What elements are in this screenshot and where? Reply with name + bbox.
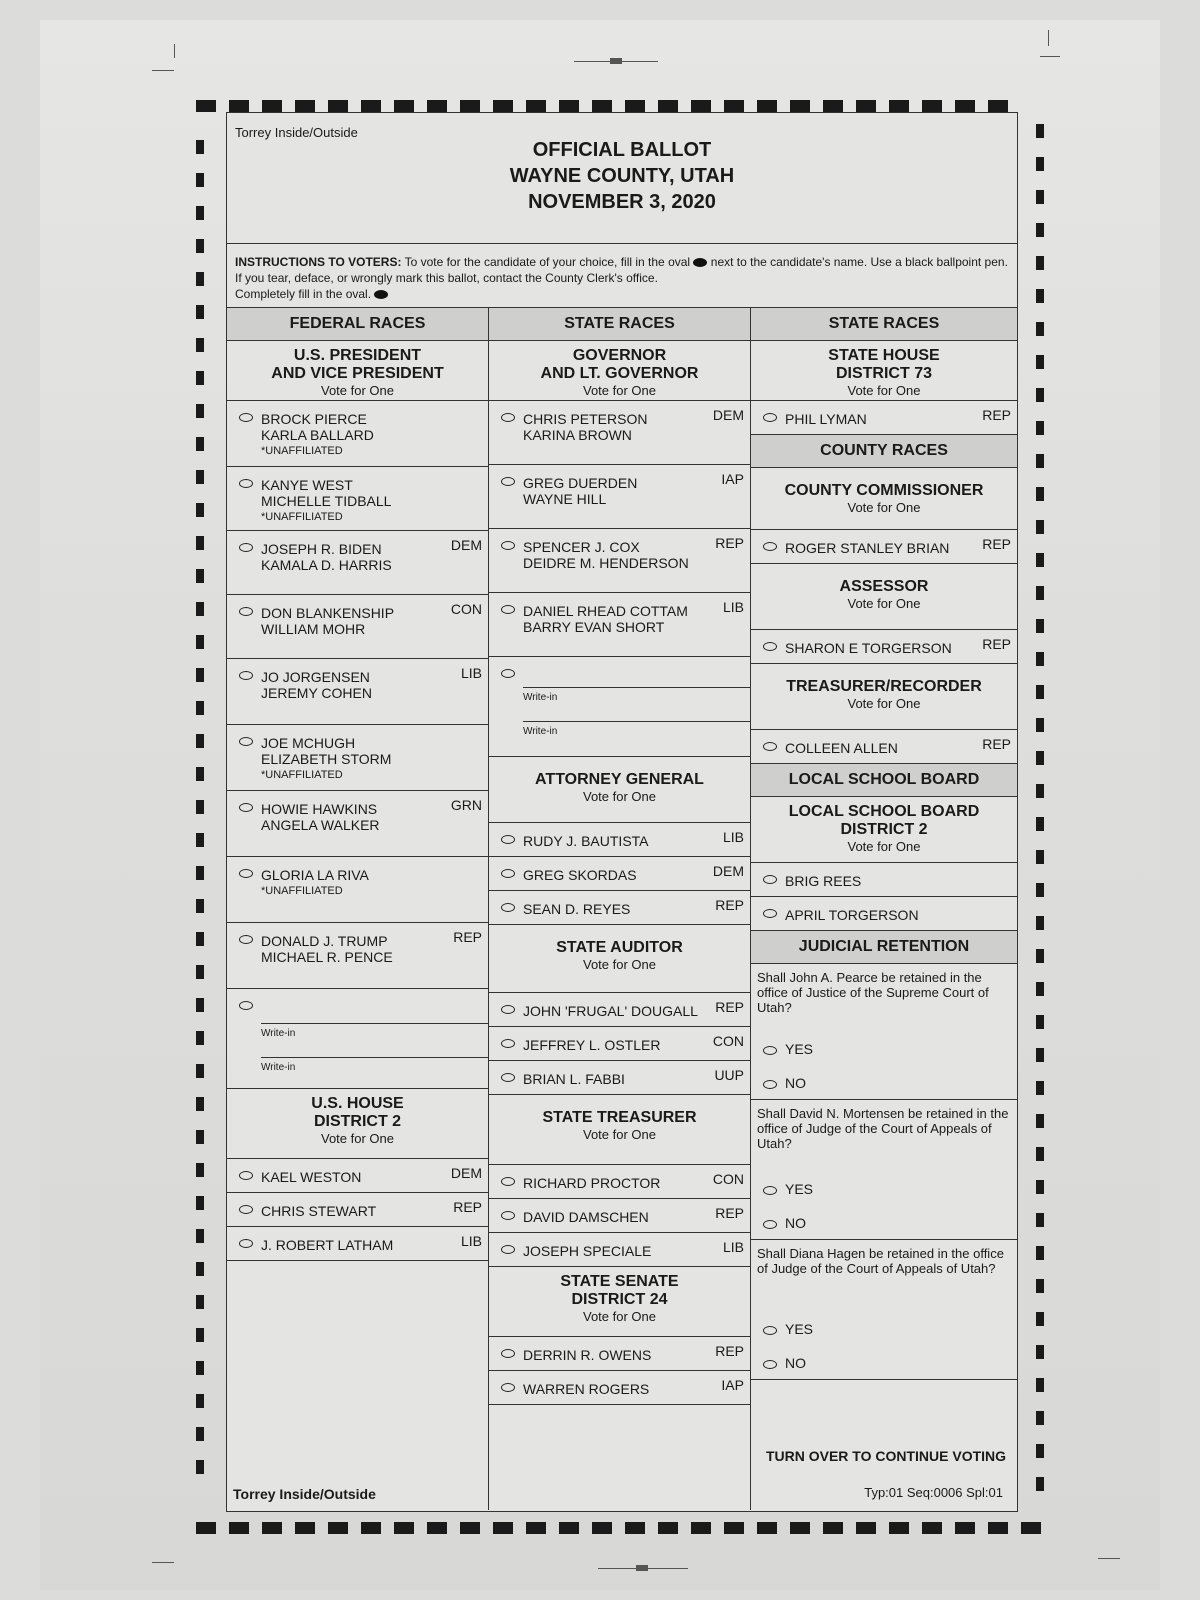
party-label: REP <box>982 736 1011 752</box>
candidate-name: WAYNE HILL <box>523 491 607 507</box>
candidate-row[interactable] <box>489 465 750 529</box>
party-label: REP <box>715 535 744 551</box>
candidate-name: RICHARD PROCTOR <box>523 1175 661 1191</box>
sequence-code: Typ:01 Seq:0006 Spl:01 <box>864 1485 1003 1500</box>
write-in-line[interactable]: Write-in <box>261 1023 488 1039</box>
timing-marks-left <box>196 140 204 1493</box>
candidate-name: ANGELA WALKER <box>261 817 380 833</box>
ballot-oval-icon[interactable] <box>239 869 253 878</box>
option-label: YES <box>785 1321 814 1337</box>
candidate-row[interactable] <box>227 659 488 725</box>
ballot-header <box>227 113 1017 244</box>
ballot-oval-icon[interactable] <box>501 477 515 486</box>
party-label: REP <box>453 1199 482 1215</box>
turn-over-notice: TURN OVER TO CONTINUE VOTING <box>765 1448 1007 1464</box>
candidate-row[interactable] <box>489 1165 750 1199</box>
candidate-name: ROGER STANLEY BRIAN <box>785 540 950 556</box>
party-label: REP <box>982 407 1011 423</box>
ballot-oval-icon[interactable] <box>501 1005 515 1014</box>
candidate-name: RUDY J. BAUTISTA <box>523 833 649 849</box>
candidate-name: COLLEEN ALLEN <box>785 740 898 756</box>
ballot-oval-icon[interactable] <box>763 542 777 551</box>
candidate-name: JO JORGENSEN <box>261 669 370 685</box>
vote-instruction: Vote for One <box>847 696 921 711</box>
office-name: DISTRICT 2 <box>840 821 928 838</box>
ballot-oval-icon[interactable] <box>763 1220 777 1229</box>
crop-mark <box>174 44 175 58</box>
candidate-name: ELIZABETH STORM <box>261 751 392 767</box>
office-name: TREASURER/RECORDER <box>786 678 982 695</box>
office-name: COUNTY COMMISSIONER <box>784 482 984 499</box>
question-text: Shall David N. Mortensen be retained in the office of Judge of the Court of Appeals of Utah? <box>757 1106 1009 1151</box>
candidate-row[interactable] <box>489 993 750 1027</box>
title-line: OFFICIAL BALLOT <box>532 139 712 161</box>
yes-option[interactable] <box>751 1042 813 1057</box>
ballot-oval-icon[interactable] <box>239 671 253 680</box>
office-name: LOCAL SCHOOL BOARD <box>788 803 980 820</box>
party-label: LIB <box>460 665 482 681</box>
retention-question <box>751 1100 1017 1240</box>
candidate-row[interactable] <box>751 730 1017 764</box>
candidate-name: BRIAN L. FABBI <box>523 1071 625 1087</box>
candidate-name: MICHAEL R. PENCE <box>261 949 393 965</box>
party-label: DEM <box>712 863 744 879</box>
vote-instruction: Vote for One <box>847 839 921 854</box>
candidate-row[interactable] <box>489 1233 750 1267</box>
candidate-row[interactable] <box>227 791 488 857</box>
office-president <box>227 341 488 401</box>
candidate-row[interactable] <box>489 401 750 465</box>
ballot-oval-icon[interactable] <box>763 742 777 751</box>
candidate-name: JOHN 'FRUGAL' DOUGALL <box>523 1003 698 1019</box>
candidate-note: *UNAFFILIATED <box>261 769 343 781</box>
office-name: DISTRICT 2 <box>313 1113 402 1130</box>
ballot-oval-icon[interactable] <box>239 543 253 552</box>
crop-mark <box>610 58 622 64</box>
ballot-oval-icon[interactable] <box>763 1080 777 1089</box>
candidate-row[interactable] <box>489 823 750 857</box>
candidate-row[interactable] <box>751 530 1017 564</box>
office-name: GOVERNOR <box>572 347 667 364</box>
write-in-line[interactable]: Write-in <box>261 1057 488 1073</box>
candidate-name: DANIEL RHEAD COTTAM <box>523 603 688 619</box>
ballot-oval-icon[interactable] <box>763 875 777 884</box>
question-text: Shall Diana Hagen be retained in the office of Judge of the Court of Appeals of Utah? <box>757 1246 1004 1276</box>
ballot-oval-icon[interactable] <box>501 903 515 912</box>
party-label: UUP <box>714 1067 744 1083</box>
candidate-row[interactable] <box>489 857 750 891</box>
ballot-oval-icon[interactable] <box>763 909 777 918</box>
crop-mark <box>152 70 174 71</box>
office-name: AND LT. GOVERNOR <box>540 365 699 382</box>
party-label: IAP <box>721 471 744 487</box>
party-label: REP <box>982 636 1011 652</box>
ballot-oval-icon[interactable] <box>501 1245 515 1254</box>
ballot-oval-icon[interactable] <box>501 835 515 844</box>
no-option[interactable] <box>751 1356 806 1371</box>
ballot-oval-icon[interactable] <box>501 1177 515 1186</box>
candidate-row[interactable] <box>489 1199 750 1233</box>
office-state-auditor <box>489 925 750 993</box>
no-option[interactable] <box>751 1216 806 1231</box>
retention-question <box>751 964 1017 1100</box>
candidate-row[interactable] <box>751 401 1017 435</box>
candidate-row[interactable] <box>227 595 488 659</box>
candidate-name: JOSEPH SPECIALE <box>523 1243 652 1259</box>
candidate-row[interactable] <box>489 1027 750 1061</box>
ballot-oval-icon[interactable] <box>763 1046 777 1055</box>
instructions <box>227 244 1017 308</box>
title-line: WAYNE COUNTY, UTAH <box>509 165 735 187</box>
write-in-line[interactable]: Write-in <box>523 721 750 737</box>
candidate-row[interactable] <box>751 630 1017 664</box>
office-treasurer-recorder <box>751 664 1017 730</box>
vote-instruction: Vote for One <box>847 596 921 611</box>
candidate-name: GLORIA LA RIVA <box>261 867 369 883</box>
county-races-head: COUNTY RACES <box>751 435 1017 468</box>
precinct-label-bottom: Torrey Inside/Outside <box>233 1486 376 1502</box>
party-label: REP <box>715 1343 744 1359</box>
candidate-row[interactable] <box>227 857 488 923</box>
crop-mark <box>1098 1558 1120 1559</box>
office-county-commissioner <box>751 468 1017 530</box>
ballot-oval-icon[interactable] <box>763 413 777 422</box>
column-head: STATE RACES <box>489 308 750 341</box>
office-name: STATE SENATE <box>560 1273 679 1290</box>
ballot-oval-icon[interactable] <box>239 1001 253 1010</box>
party-label: REP <box>715 897 744 913</box>
ballot-oval-icon[interactable] <box>501 869 515 878</box>
crop-mark <box>636 1565 648 1571</box>
office-name: STATE AUDITOR <box>556 939 683 956</box>
retention-question <box>751 1240 1017 1380</box>
candidate-name: KARLA BALLARD <box>261 427 374 443</box>
office-school-board-2 <box>751 797 1017 863</box>
candidate-name: KARINA BROWN <box>523 427 632 443</box>
candidate-row[interactable] <box>227 467 488 531</box>
candidate-row[interactable] <box>489 1061 750 1095</box>
write-in-row[interactable] <box>489 657 750 757</box>
candidate-note: *UNAFFILIATED <box>261 885 343 897</box>
office-name: DISTRICT 24 <box>571 1291 668 1308</box>
party-label: LIB <box>722 829 744 845</box>
question-text: Shall John A. Pearce be retained in the office of Justice of the Supreme Court of Utah? <box>757 970 989 1015</box>
vote-instruction: Vote for One <box>583 1127 656 1142</box>
yes-option[interactable] <box>751 1322 813 1337</box>
party-label: GRN <box>450 797 482 813</box>
candidate-row[interactable] <box>227 1159 488 1193</box>
ballot-oval-icon[interactable] <box>501 669 515 678</box>
candidate-name: GREG DUERDEN <box>523 475 638 491</box>
no-option[interactable] <box>751 1076 806 1091</box>
ballot <box>226 112 1018 1512</box>
ballot-oval-icon[interactable] <box>763 1186 777 1195</box>
candidate-row[interactable] <box>227 1227 488 1261</box>
vote-instruction: Vote for One <box>583 957 656 972</box>
office-name: AND VICE PRESIDENT <box>271 365 444 382</box>
candidate-name: APRIL TORGERSON <box>785 907 919 923</box>
office-name: U.S. PRESIDENT <box>293 347 422 364</box>
write-in-line[interactable]: Write-in <box>523 687 750 703</box>
ballot-oval-icon[interactable] <box>239 935 253 944</box>
candidate-name: MICHELLE TIDBALL <box>261 493 392 509</box>
candidate-name: BARRY EVAN SHORT <box>523 619 665 635</box>
office-name: U.S. HOUSE <box>311 1095 404 1112</box>
office-name: ASSESSOR <box>839 578 929 595</box>
ballot-oval-icon[interactable] <box>501 1211 515 1220</box>
party-label: CON <box>712 1033 744 1049</box>
candidate-name: KAEL WESTON <box>261 1169 362 1185</box>
party-label: REP <box>453 929 482 945</box>
office-name: ATTORNEY GENERAL <box>535 771 704 788</box>
candidate-row[interactable] <box>489 529 750 593</box>
office-us-house <box>227 1089 488 1159</box>
yes-option[interactable] <box>751 1182 813 1197</box>
federal-column <box>227 308 489 1510</box>
candidate-note: *UNAFFILIATED <box>261 511 343 523</box>
option-label: YES <box>785 1181 814 1197</box>
candidate-name: WILLIAM MOHR <box>261 621 366 637</box>
ballot-oval-icon[interactable] <box>239 1171 253 1180</box>
candidate-name: PHIL LYMAN <box>785 411 867 427</box>
candidate-row[interactable] <box>751 863 1017 897</box>
ballot-oval-icon[interactable] <box>239 737 253 746</box>
vote-instruction: Vote for One <box>847 383 921 398</box>
party-label: REP <box>715 999 744 1015</box>
option-label: NO <box>785 1075 806 1091</box>
timing-marks-right <box>1036 124 1044 1510</box>
office-assessor <box>751 564 1017 630</box>
instructions-text: To vote for the candidate of your choice, fill in the oval <box>404 255 691 269</box>
ballot-oval-icon[interactable] <box>501 541 515 550</box>
ballot-oval-icon[interactable] <box>239 607 253 616</box>
ballot-oval-icon[interactable] <box>501 1073 515 1082</box>
office-state-house-73 <box>751 341 1017 401</box>
ballot-oval-icon[interactable] <box>501 605 515 614</box>
column-head: STATE RACES <box>751 308 1017 341</box>
candidate-name: GREG SKORDAS <box>523 867 637 883</box>
vote-instruction: Vote for One <box>847 500 921 515</box>
column-head: FEDERAL RACES <box>227 308 488 341</box>
office-attorney-general <box>489 757 750 823</box>
party-label: REP <box>715 1205 744 1221</box>
candidate-row[interactable] <box>489 593 750 657</box>
candidate-name: DERRIN R. OWENS <box>523 1347 652 1363</box>
party-label: LIB <box>722 1239 744 1255</box>
candidate-row[interactable] <box>227 1193 488 1227</box>
filled-oval-icon <box>693 258 707 267</box>
candidate-name: CHRIS STEWART <box>261 1203 377 1219</box>
candidate-name: JEREMY COHEN <box>261 685 372 701</box>
option-label: YES <box>785 1041 814 1057</box>
timing-marks-bottom <box>196 1522 1054 1534</box>
party-label: DEM <box>450 1165 482 1181</box>
vote-instruction: Vote for One <box>583 1309 656 1324</box>
timing-marks-top <box>196 100 1021 112</box>
party-label: DEM <box>712 407 744 423</box>
office-name: STATE TREASURER <box>542 1109 697 1126</box>
vote-instruction: Vote for One <box>321 383 394 398</box>
candidate-name: DONALD J. TRUMP <box>261 933 388 949</box>
option-label: NO <box>785 1355 806 1371</box>
ballot-oval-icon[interactable] <box>501 1383 515 1392</box>
ballot-oval-icon[interactable] <box>239 413 253 422</box>
candidate-name: DAVID DAMSCHEN <box>523 1209 649 1225</box>
candidate-name: SEAN D. REYES <box>523 901 631 917</box>
ballot-oval-icon[interactable] <box>239 1239 253 1248</box>
crop-mark <box>1040 56 1060 57</box>
party-label: DEM <box>450 537 482 553</box>
filled-oval-icon <box>374 290 388 299</box>
party-label: CON <box>450 601 482 617</box>
ballot-oval-icon[interactable] <box>239 1205 253 1214</box>
candidate-name: JOSEPH R. BIDEN <box>261 541 382 557</box>
office-state-senate <box>489 1267 750 1337</box>
precinct-label: Torrey Inside/Outside <box>235 125 358 140</box>
judicial-retention-head: JUDICIAL RETENTION <box>751 931 1017 964</box>
party-label: LIB <box>722 599 744 615</box>
crop-mark <box>1048 30 1049 46</box>
candidate-row[interactable] <box>227 531 488 595</box>
ballot-oval-icon[interactable] <box>501 1349 515 1358</box>
ballot-oval-icon[interactable] <box>501 1039 515 1048</box>
candidate-row[interactable] <box>227 923 488 989</box>
candidate-name: JOE MCHUGH <box>261 735 356 751</box>
candidate-row[interactable] <box>227 725 488 791</box>
ballot-oval-icon[interactable] <box>763 1360 777 1369</box>
candidate-name: SHARON E TORGERSON <box>785 640 952 656</box>
vote-instruction: Vote for One <box>583 789 656 804</box>
title-line: NOVEMBER 3, 2020 <box>528 191 716 213</box>
candidate-row[interactable] <box>751 897 1017 931</box>
ballot-oval-icon[interactable] <box>239 479 253 488</box>
ballot-oval-icon[interactable] <box>763 642 777 651</box>
write-in-row[interactable] <box>227 989 488 1089</box>
crop-mark <box>152 1562 174 1563</box>
office-name: STATE HOUSE <box>828 347 940 364</box>
office-governor <box>489 341 750 401</box>
candidate-name: BRIG REES <box>785 873 862 889</box>
party-label: CON <box>712 1171 744 1187</box>
office-name: DISTRICT 73 <box>835 365 932 382</box>
candidate-name: DON BLANKENSHIP <box>261 605 395 621</box>
candidate-name: HOWIE HAWKINS <box>261 801 378 817</box>
office-state-treasurer <box>489 1095 750 1165</box>
vote-instruction: Vote for One <box>583 383 656 398</box>
candidate-row[interactable] <box>489 1371 750 1405</box>
option-label: NO <box>785 1215 806 1231</box>
candidate-row[interactable] <box>227 401 488 467</box>
ballot-oval-icon[interactable] <box>763 1326 777 1335</box>
candidate-name: CHRIS PETERSON <box>523 411 648 427</box>
ballot-oval-icon[interactable] <box>501 413 515 422</box>
candidate-name: JEFFREY L. OSTLER <box>523 1037 661 1053</box>
candidate-name: BROCK PIERCE <box>261 411 367 427</box>
candidate-name: WARREN ROGERS <box>523 1381 650 1397</box>
party-label: LIB <box>460 1233 482 1249</box>
state-column <box>489 308 751 1510</box>
party-label: IAP <box>721 1377 744 1393</box>
instructions-text: next to the candidate's name. Use a black ballpoint pen. If you tear, deface, or wrongly mark this ballot, contact the County Clerk's office. <box>235 255 1008 285</box>
candidate-name: DEIDRE M. HENDERSON <box>523 555 689 571</box>
school-board-head: LOCAL SCHOOL BOARD <box>751 764 1017 797</box>
instructions-text: Completely fill in the oval. <box>235 287 372 301</box>
candidate-name: KAMALA D. HARRIS <box>261 557 392 573</box>
candidate-note: *UNAFFILIATED <box>261 445 343 457</box>
candidate-name: J. ROBERT LATHAM <box>261 1237 394 1253</box>
candidate-name: KANYE WEST <box>261 477 353 493</box>
ballot-oval-icon[interactable] <box>239 803 253 812</box>
candidate-row[interactable] <box>489 1337 750 1371</box>
vote-instruction: Vote for One <box>321 1131 394 1146</box>
state-county-column <box>751 308 1017 1510</box>
party-label: REP <box>982 536 1011 552</box>
instructions-label: INSTRUCTIONS TO VOTERS: <box>235 255 402 269</box>
candidate-name: SPENCER J. COX <box>523 539 640 555</box>
candidate-row[interactable] <box>489 891 750 925</box>
